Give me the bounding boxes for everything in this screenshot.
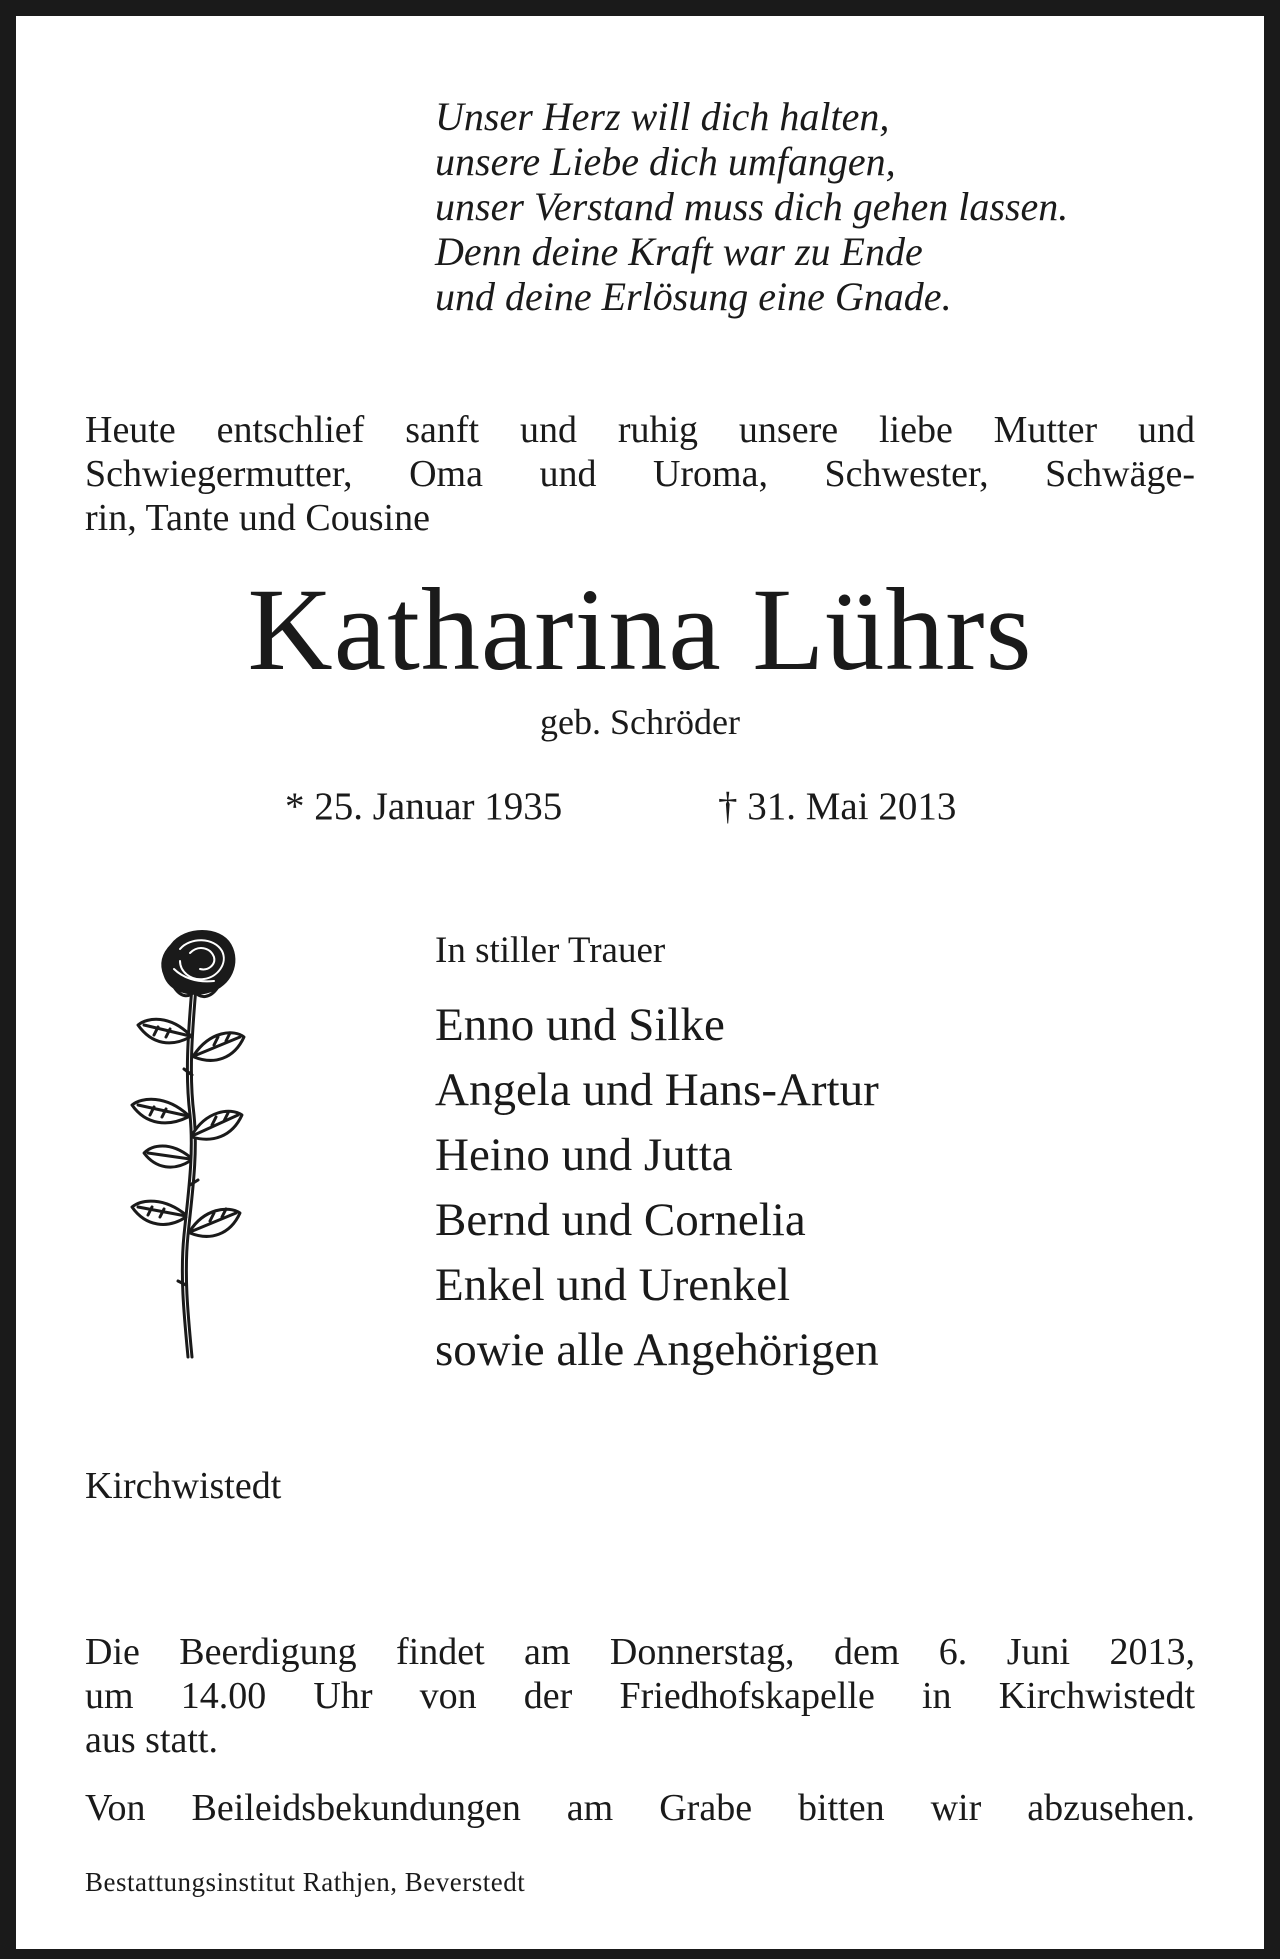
rose-icon bbox=[130, 925, 275, 1375]
mourner-entry: Angela und Hans-Artur bbox=[435, 1064, 879, 1116]
burial-line: aus statt. bbox=[85, 1719, 218, 1761]
memorial-poem bbox=[435, 94, 1195, 319]
poem-line: Denn deine Kraft war zu Ende bbox=[435, 229, 923, 274]
poem-line: Unser Herz will dich halten, bbox=[435, 94, 890, 139]
deceased-name: Katharina Lührs bbox=[247, 564, 1033, 695]
announcement-line: Schwiegermutter, Oma und Uroma, Schwester, Schwäge- bbox=[85, 453, 1195, 495]
mourning-label: In stiller Trauer bbox=[435, 930, 666, 971]
mourner-entry: Heino und Jutta bbox=[435, 1129, 733, 1181]
burial-notice bbox=[85, 1630, 1195, 1762]
poem-line: und deine Erlösung eine Gnade. bbox=[435, 274, 952, 319]
mourner-entry: sowie alle Angehörigen bbox=[435, 1324, 879, 1376]
mourner-entry: Enkel und Urenkel bbox=[435, 1259, 791, 1311]
mourner-entry: Enno und Silke bbox=[435, 999, 725, 1051]
announcement-line: rin, Tante und Cousine bbox=[85, 497, 430, 539]
death-announcement-text bbox=[85, 408, 1195, 540]
undertaker-name: Bestattungsinstitut Rathjen, Beverstedt bbox=[85, 1867, 526, 1897]
announcement-line: Heute entschlief sanft und ruhig unsere liebe Mutter und bbox=[85, 409, 1195, 451]
burial-line: Die Beerdigung findet am Donnerstag, dem 6. Juni 2013, bbox=[85, 1631, 1195, 1673]
birth-date: * 25. Januar 1935 bbox=[285, 785, 563, 828]
mourner-entry: Bernd und Cornelia bbox=[435, 1194, 806, 1246]
poem-line: unser Verstand muss dich gehen lassen. bbox=[435, 184, 1069, 229]
poem-line: unsere Liebe dich umfangen, bbox=[435, 139, 896, 184]
place-name: Kirchwistedt bbox=[85, 1465, 282, 1507]
maiden-name: geb. Schröder bbox=[540, 702, 740, 742]
burial-line: um 14.00 Uhr von der Friedhofskapelle in Kirchwistedt bbox=[85, 1675, 1195, 1717]
mourners-list bbox=[435, 993, 879, 1383]
condolence-note: Von Beileidsbekundungen am Grabe bitten wir abzusehen. bbox=[85, 1787, 1195, 1829]
death-date: † 31. Mai 2013 bbox=[718, 785, 957, 828]
